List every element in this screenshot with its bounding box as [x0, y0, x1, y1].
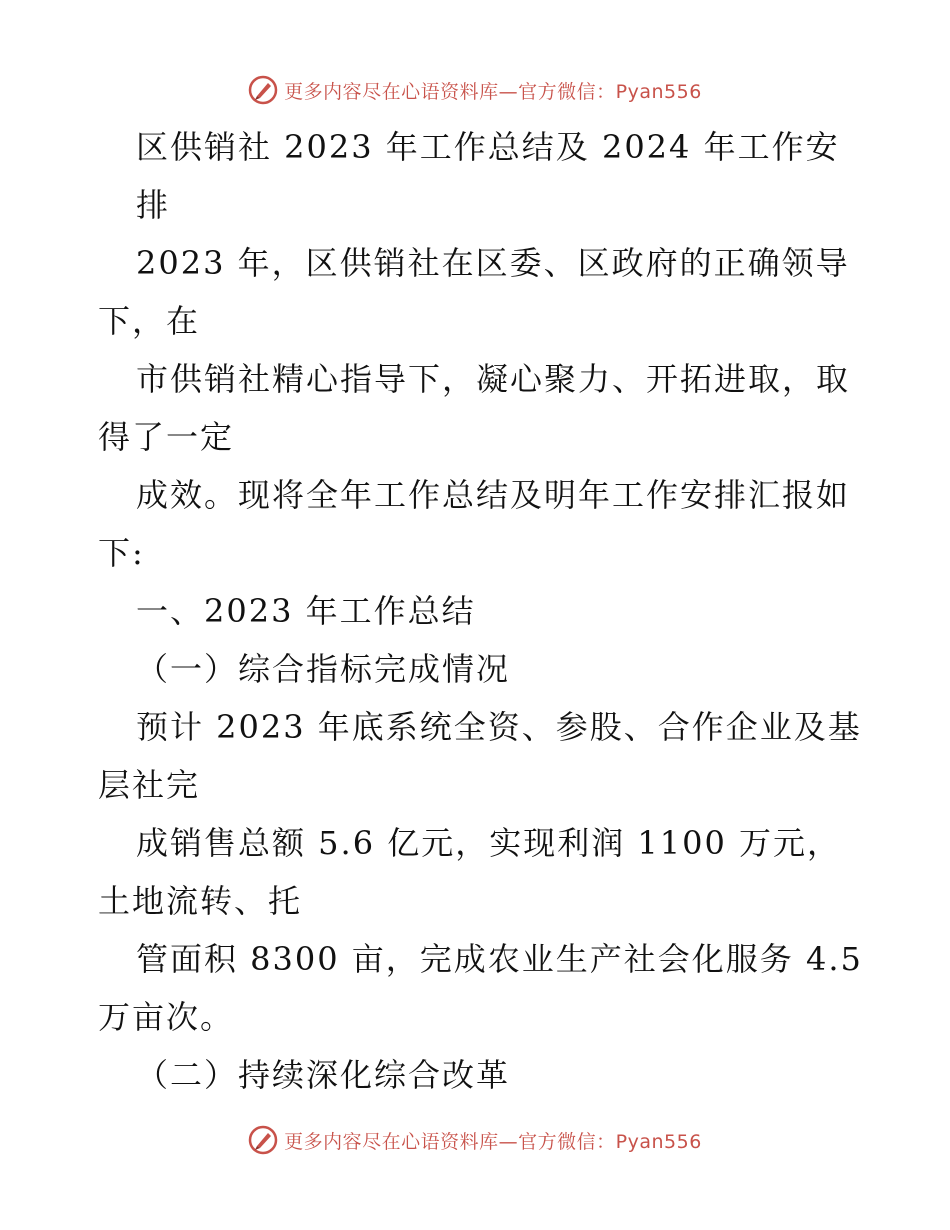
header-watermark [0, 70, 950, 110]
footer-watermark [0, 1120, 950, 1160]
section-heading: 一、2023 年工作总结 [136, 592, 476, 630]
title-line-2: 排 [136, 186, 171, 224]
pen-logo-icon [248, 75, 278, 105]
subsection-heading: （一）综合指标完成情况 [136, 650, 511, 688]
watermark-text: 更多内容尽在心语资料库—官方微信：Pyan556 [284, 1130, 702, 1153]
paragraph-line: 2023 年，区供销社在区委、区政府的正确领导 [136, 244, 850, 282]
document-body [98, 118, 863, 1104]
paragraph-line: 预计 2023 年底系统全资、参股、合作企业及基 [136, 708, 862, 746]
watermark-text: 更多内容尽在心语资料库—官方微信：Pyan556 [284, 80, 702, 103]
paragraph-line: 下: [98, 534, 145, 572]
paragraph-line: 成效。现将全年工作总结及明年工作安排汇报如 [136, 476, 851, 514]
paragraph-line: 管面积 8300 亩，完成农业生产社会化服务 4.5 [136, 940, 863, 978]
pen-logo-icon [248, 1125, 278, 1155]
title-line-1: 区供销社 2023 年工作总结及 2024 年工作安 [136, 128, 840, 166]
paragraph-line: 成销售总额 5.6 亿元，实现利润 1100 万元， [136, 824, 842, 862]
paragraph-line: 万亩次。 [98, 998, 235, 1036]
paragraph-line: 下，在 [98, 302, 201, 340]
paragraph-line: 市供销社精心指导下，凝心聚力、开拓进取，取 [136, 360, 851, 398]
paragraph-line: 层社完 [98, 766, 201, 804]
paragraph-line: 得了一定 [98, 418, 235, 456]
subsection-heading: （二）持续深化综合改革 [136, 1056, 511, 1094]
paragraph-line: 土地流转、托 [98, 882, 303, 920]
